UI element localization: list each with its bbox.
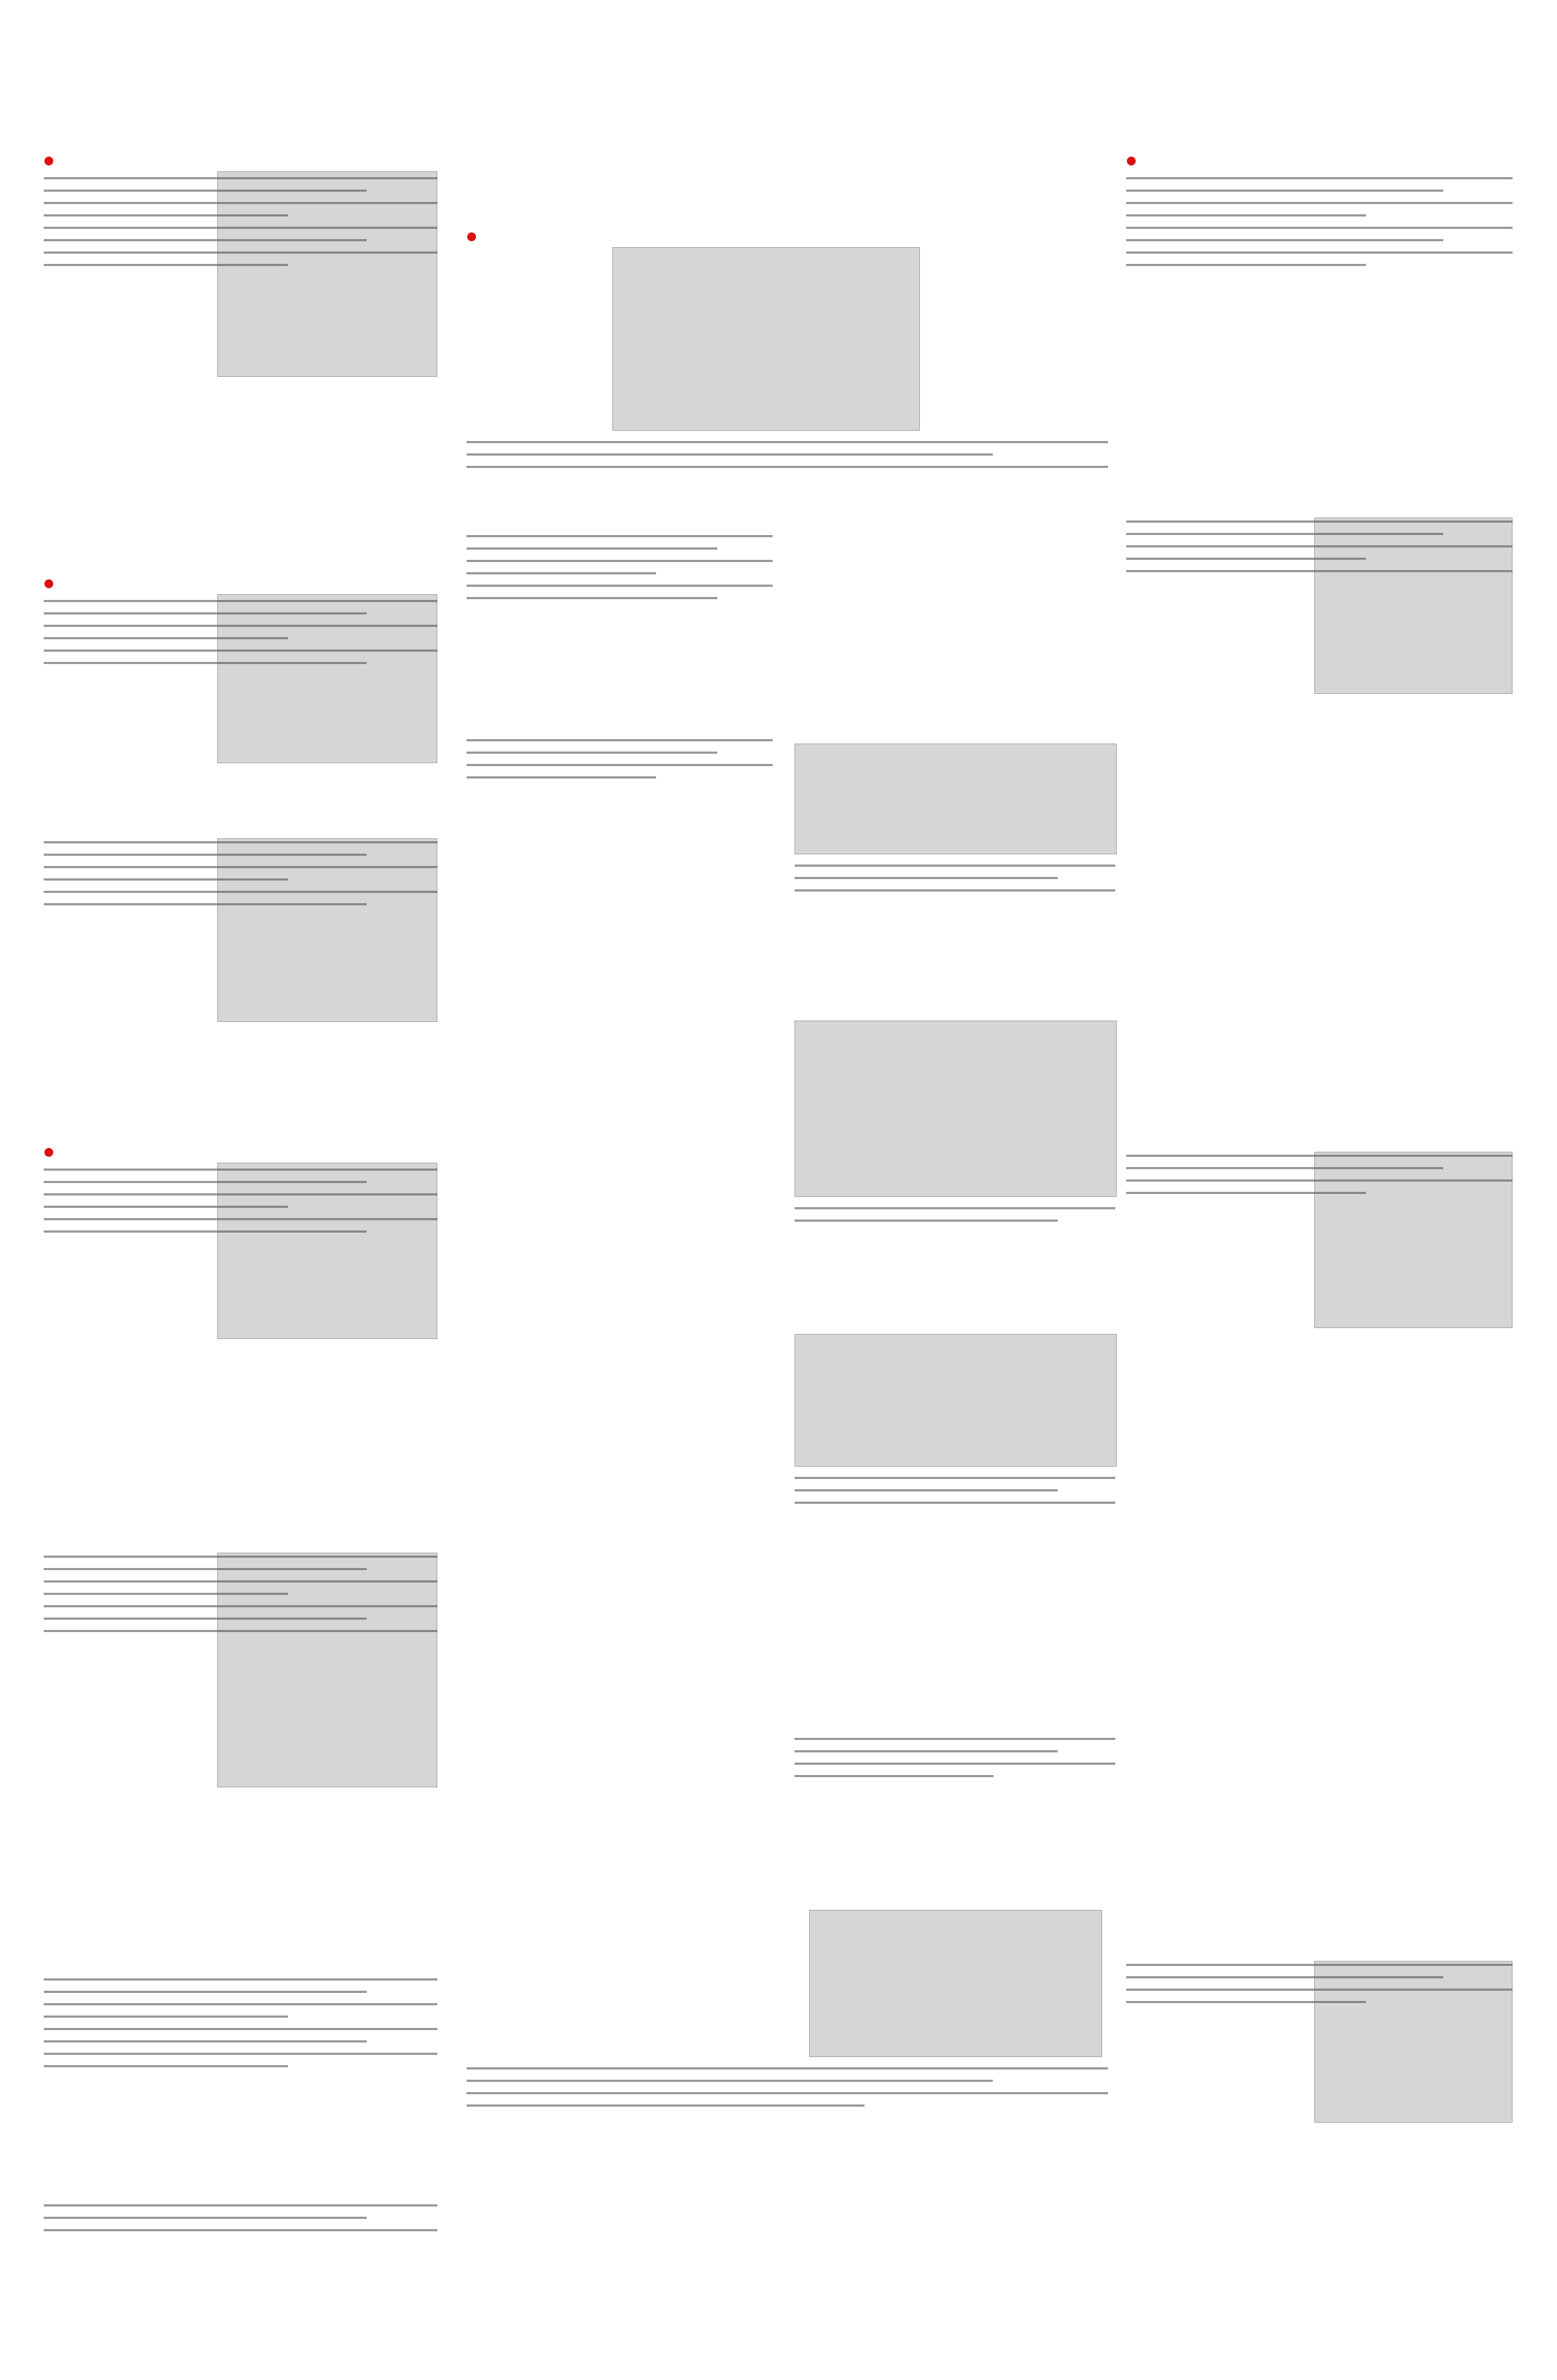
story-photo [795, 1021, 1117, 1197]
story-12 [795, 1013, 1115, 1232]
bullet-icon: ● [467, 229, 477, 243]
story-photo [217, 594, 437, 763]
story-byline [467, 229, 1108, 243]
story-9 [467, 525, 773, 609]
story-6 [44, 1968, 437, 2077]
story-1 [44, 146, 437, 377]
story-13 [795, 1327, 1115, 1514]
story-16 [1126, 146, 1513, 276]
story-4 [44, 1137, 437, 1339]
story-2 [44, 569, 437, 763]
story-byline [44, 1144, 437, 1158]
story-18 [1126, 1144, 1513, 1328]
bullet-icon: ● [44, 153, 54, 167]
story-byline [44, 153, 437, 167]
story-14 [795, 1728, 1115, 1787]
story-5 [44, 1545, 437, 1787]
story-photo [612, 247, 920, 431]
story-8 [467, 226, 1108, 478]
story-11 [795, 736, 1115, 902]
story-photo [809, 1910, 1102, 2057]
story-photo [1314, 1152, 1513, 1328]
story-photo [1314, 1961, 1513, 2123]
bullet-icon: ● [1126, 153, 1136, 167]
story-3 [44, 831, 437, 1022]
story-photo [795, 744, 1117, 854]
story-17 [1126, 510, 1513, 694]
story-byline [1126, 153, 1513, 167]
story-7 [44, 2194, 437, 2242]
story-photo [217, 1163, 437, 1339]
story-15 [467, 1903, 1108, 2117]
bullet-icon: ● [44, 1144, 54, 1158]
bullet-icon: ● [44, 576, 54, 590]
story-10 [467, 729, 773, 789]
story-19 [1126, 1954, 1513, 2123]
story-photo [795, 1334, 1117, 1467]
story-photo [217, 1553, 437, 1787]
story-photo [1314, 518, 1513, 694]
story-byline [44, 576, 437, 590]
main-headline [467, 124, 1093, 219]
